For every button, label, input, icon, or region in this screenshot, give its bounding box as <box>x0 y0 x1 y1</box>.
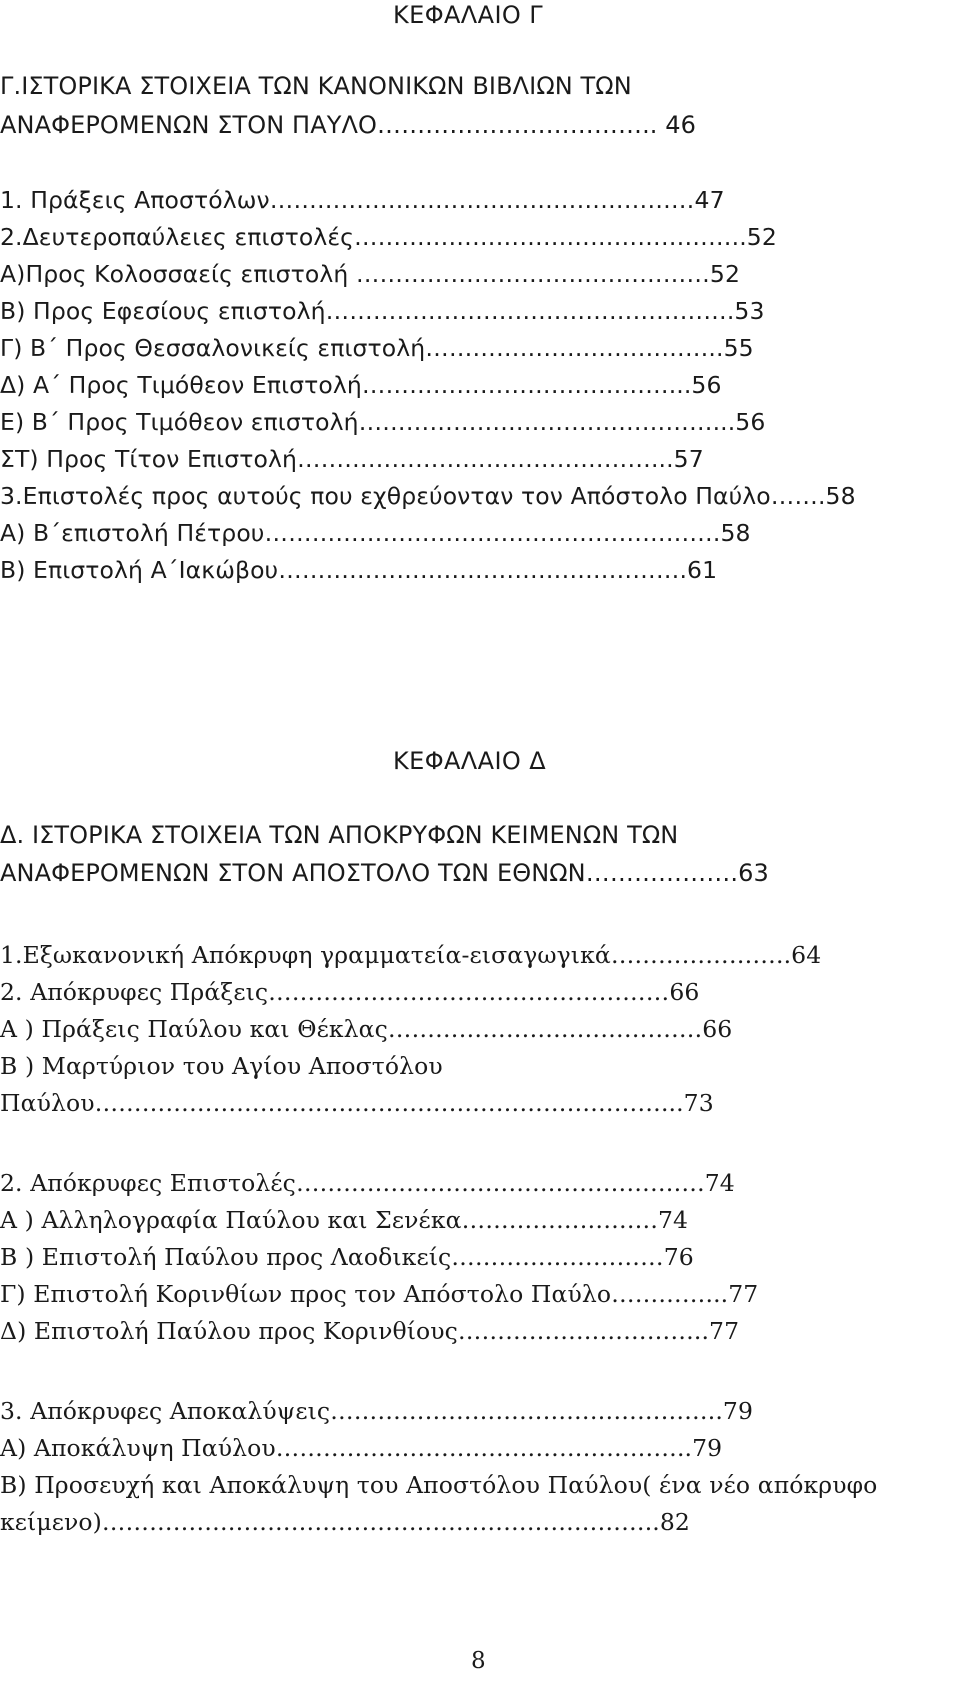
toc-entry: 2. Απόκρυφες Επιστολές…………………………………………….74 <box>0 1169 735 1197</box>
toc-entry: 3.Επιστολές προς αυτούς που εχθρεύονταν τον Απόστολο Παύλο…….58 <box>0 482 856 510</box>
toc-entry: Α)Προς Κολοσσαείς επιστολή ………………………………………52 <box>0 260 741 288</box>
toc-entry: Α ) Πράξεις Παύλου και Θέκλας………………………………….66 <box>0 1015 733 1043</box>
toc-entry: 1. Πράξεις Αποστόλων………………………………………………47 <box>0 186 725 214</box>
toc-entry: Ε) Β΄ Προς Τιμόθεον επιστολή………………………………………...56 <box>0 408 766 436</box>
page-number: 8 <box>471 1648 486 1674</box>
toc-entry: Γ) Β΄ Προς Θεσσαλονικείς επιστολή………………………………..55 <box>0 334 754 362</box>
chapter-d-title: ΚΕΦΑΛΑΙΟ Δ <box>393 747 547 775</box>
toc-entry: Β ) Επιστολή Παύλου προς Λαοδικείς………………………76 <box>0 1243 694 1271</box>
chapter-d-heading-line-1: Δ. ΙΣΤΟΡΙΚΑ ΣΤΟΙΧΕΙΑ ΤΩΝ ΑΠΟΚΡΥΦΩΝ ΚΕΙΜΕΝΩΝ ΤΩΝ <box>0 821 679 849</box>
chapter-d-heading-line-2: ΑΝΑΦΕΡΟΜΕΝΩΝ ΣΤΟΝ ΑΠΟΣΤΟΛΟ ΤΩΝ ΕΘΝΩΝ……………….63 <box>0 859 769 887</box>
toc-entry: 2.Δευτεροπαύλειες επιστολές…………………………………………..52 <box>0 223 777 251</box>
toc-entry: Δ) Επιστολή Παύλου προς Κορινθίους…………………………..77 <box>0 1317 740 1345</box>
toc-entry: 2. Απόκρυφες Πράξεις……………………………………………66 <box>0 978 700 1006</box>
toc-entry: Β) Προσευχή και Αποκάλυψη του Αποστόλου Παύλου( ένα νέο απόκρυφο <box>0 1471 878 1499</box>
toc-entry: 3. Απόκρυφες Αποκαλύψεις…………………………………………..79 <box>0 1397 754 1425</box>
chapter-c-heading-line-2: ΑΝΑΦΕΡΟΜΕΝΩΝ ΣΤΟΝ ΠΑΥΛΟ…………………………….. 46 <box>0 111 697 139</box>
toc-entry: Δ) Α΄ Προς Τιμόθεον Επιστολή…………………………………...56 <box>0 371 722 399</box>
toc-entry: Β ) Μαρτύριον του Αγίου Αποστόλου <box>0 1052 443 1080</box>
toc-entry: Α ) Αλληλογραφία Παύλου και Σενέκα…………………….74 <box>0 1206 689 1234</box>
toc-entry: Β) Προς Εφεσίους επιστολή…………………………………………….53 <box>0 297 765 325</box>
toc-entry: Παύλου………………………………………………………………...73 <box>0 1089 714 1117</box>
toc-entry: Γ) Επιστολή Κορινθίων προς τον Απόστολο Παύλο…………...77 <box>0 1280 759 1308</box>
toc-entry: ΣΤ) Προς Τίτον Επιστολή………………………………………...57 <box>0 445 704 473</box>
chapter-c-title: ΚΕΦΑΛΑΙΟ Γ <box>393 1 544 29</box>
toc-entry: 1.Εξωκανονική Απόκρυφη γραμματεία-εισαγωγικά…………………..64 <box>0 941 822 969</box>
toc-entry: Β) Επιστολή Α΄Ιακώβου…………………………………………….61 <box>0 556 718 584</box>
toc-entry: Α) Αποκάλυψη Παύλου……………………………………………..79 <box>0 1434 723 1462</box>
toc-entry: κείμενο)……………………………………………………………..82 <box>0 1508 690 1536</box>
toc-entry: Α) Β΄επιστολή Πέτρου………………………………………………….58 <box>0 519 751 547</box>
chapter-c-heading-line-1: Γ.ΙΣΤΟΡΙΚΑ ΣΤΟΙΧΕΙΑ ΤΩΝ ΚΑΝΟΝΙΚΩΝ ΒΙΒΛΙΩΝ ΤΩΝ <box>0 72 632 100</box>
